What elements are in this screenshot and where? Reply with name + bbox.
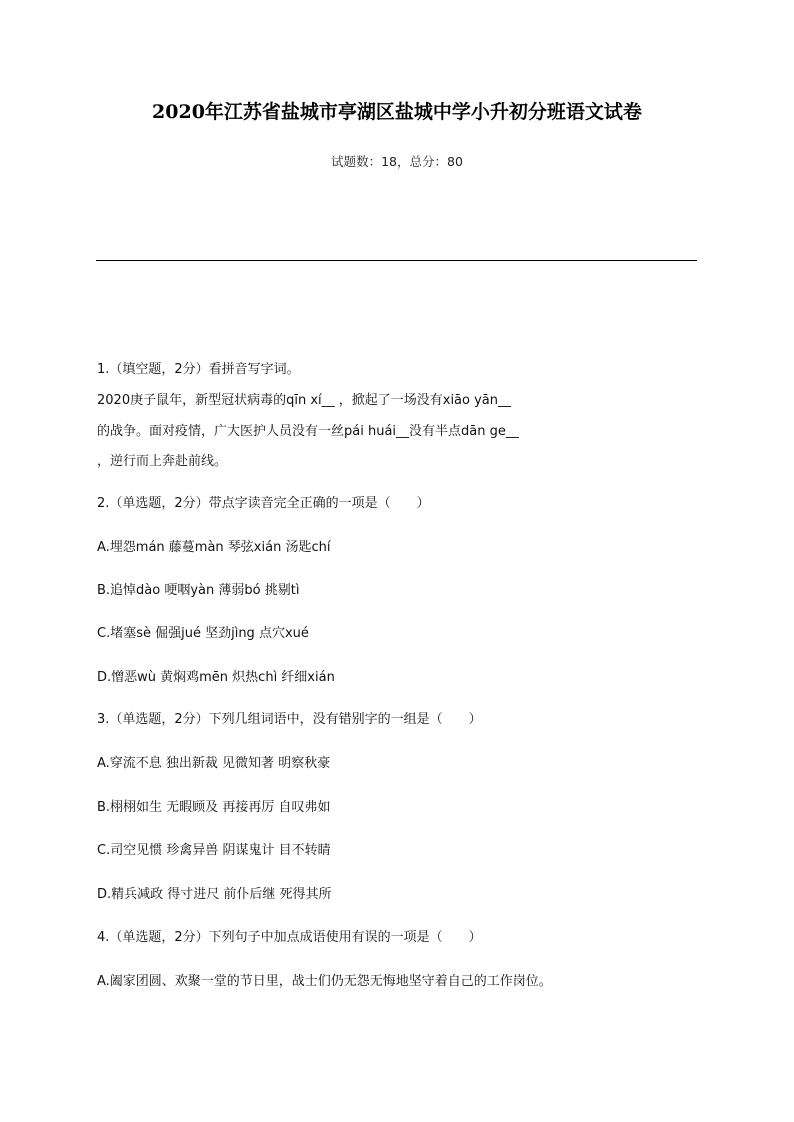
question-3-option-a: A.穿流不息 独出新裁 见微知著 明察秋豪 (97, 756, 331, 771)
question-4-option-a: A.阖家团圆、欢聚一堂的节日里，战士们仍无怨无悔地坚守着自己的工作岗位。 (97, 974, 552, 989)
header-divider (96, 260, 697, 261)
question-2-option-c: C.堵塞sè 倔强jué 坚劲jìng 点穴xué (97, 626, 309, 641)
question-2-option-b: B.追悼dào 哽咽yàn 薄弱bó 挑剔tì (97, 583, 300, 598)
question-2-option-d: D.憎恶wù 黄焖鸡mēn 炽热chì 纤细xián (97, 670, 335, 685)
question-1-text-line-3: ，逆行而上奔赴前线。 (97, 454, 228, 469)
question-3-option-d: D.精兵减政 得寸进尺 前仆后继 死得其所 (97, 887, 332, 902)
question-summary: 试题数：18，总分：80 (331, 154, 463, 169)
question-3-header: 3.（单选题，2分）下列几组词语中，没有错别字的一组是（ ） (97, 712, 482, 727)
question-4-header: 4.（单选题，2分）下列句子中加点成语使用有误的一项是（ ） (97, 930, 482, 945)
question-3-option-c: C.司空见惯 珍禽异兽 阴谋鬼计 目不转睛 (97, 843, 331, 858)
question-2-header: 2.（单选题，2分）带点字读音完全正确的一项是（ ） (97, 496, 430, 511)
page-title: 2020年江苏省盐城市亭湖区盐城中学小升初分班语文试卷 (152, 101, 642, 123)
question-1-header: 1.（填空题，2分）看拼音写字词。 (97, 362, 300, 377)
question-2-option-a: A.埋怨mán 藤蔓màn 琴弦xián 汤匙chí (97, 540, 331, 555)
question-1-text-line-2: 的战争。面对疫情，广大医护人员没有一丝pái huái__没有半点dān ge__ (97, 424, 519, 439)
question-1-text-line-1: 2020庚子鼠年，新型冠状病毒的qīn xí__ ，掀起了一场没有xiāo yān__ (97, 393, 512, 408)
question-3-option-b: B.栩栩如生 无暇顾及 再接再厉 自叹弗如 (97, 800, 331, 815)
